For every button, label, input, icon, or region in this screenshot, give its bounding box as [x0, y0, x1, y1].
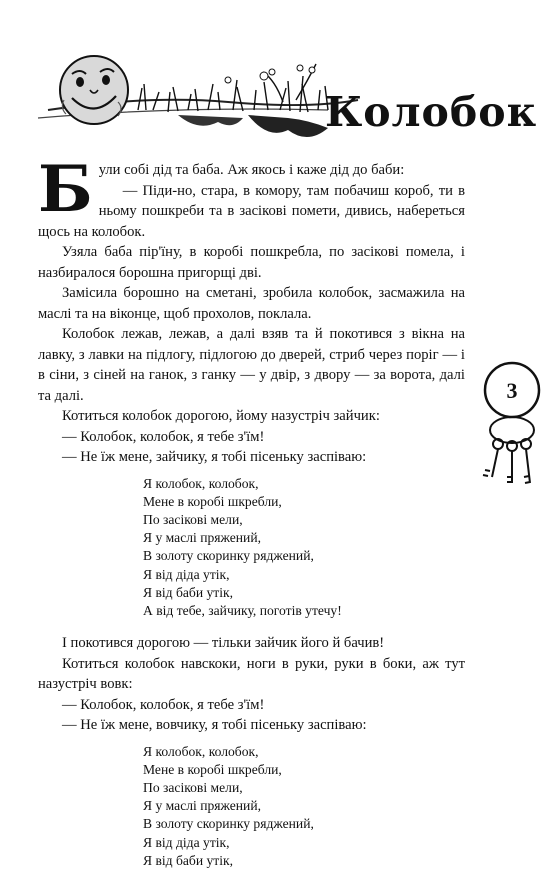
poem-line: А від тебе, зайчику, поготів утечу!	[143, 602, 342, 618]
poem-line: Я у маслі пряжений,	[143, 530, 261, 546]
poem-2	[143, 743, 465, 870]
poem-line: По засікові мели,	[143, 511, 243, 527]
paragraph: Котиться колобок навскоки, ноги в руки, руки в боки, аж тут назустріч вовк:	[38, 655, 465, 693]
paragraph: Котиться колобок дорогою, йому назустріч зайчик:	[62, 408, 380, 424]
page-number-keys	[468, 360, 560, 500]
poem-line: Я від діда утік,	[143, 566, 230, 582]
poem-line: Я у маслі пряжений,	[143, 798, 261, 814]
paragraph: І покотився дорогою — тільки зайчик його й бачив!	[62, 635, 385, 652]
paragraph: — Не їж мене, зайчику, я тобі пісеньку заспіваю:	[62, 449, 367, 465]
keys-icon	[468, 360, 560, 500]
poem-line: Мене в коробі шкребли,	[143, 493, 282, 509]
paragraph: Були собі дід та баба. Аж якось і каже дід до баби:	[38, 152, 405, 227]
poem-line: Я від баби утік,	[143, 584, 234, 600]
story-text	[38, 152, 465, 883]
poem-line: Мене в коробі шкребли,	[143, 761, 282, 777]
poem-line: В золоту скоринку ряджений,	[143, 816, 314, 832]
page-number: 3	[506, 378, 518, 403]
poem-line: Я колобок, колобок,	[143, 743, 259, 759]
poem-line: Я колобок, колобок,	[143, 475, 259, 491]
paragraph: Замісила борошно на сметані, зробила колобок, засмажила на маслі та на віконце, щоб прохолов, поклала.	[38, 285, 465, 322]
dropcap: Б	[38, 152, 93, 227]
poem-line: В золоту скоринку ряджений,	[143, 548, 314, 564]
paragraph: — Піди-но, стара, в комору, там побачиш короб, ти в ньому пошкреби та в засікові помети, дивись, набереться щось на колобок.	[38, 182, 465, 240]
paragraph: Колобок лежав, лежав, а далі взяв та й покотився з вікна на лавку, з лавки на підлогу, підлогою до дверей, стриб через поріг — і в сіни, з сіней на ганок, з ганку — у двір, з двору — за ворота, далі та далі.	[38, 326, 465, 404]
paragraph: — Не їж мене, вовчику, я тобі пісеньку заспіваю:	[62, 717, 367, 734]
poem-1	[143, 475, 465, 621]
poem-line: Я від діда утік,	[143, 834, 230, 850]
paragraph: — Колобок, колобок, я тебе з'їм!	[62, 428, 265, 445]
poem-line: По засікові мели,	[143, 780, 243, 796]
paragraph: Узяла баба пір'їну, в коробі пошкребла, по засікові помела, і назбиралося борошна пригорщі дві.	[38, 244, 465, 281]
poem-line: Я від баби утік,	[143, 852, 234, 868]
page-title: Колобок	[325, 88, 538, 136]
kolobok-face-icon	[60, 56, 128, 124]
paragraph: — Колобок, колобок, я тебе з'їм!	[62, 696, 265, 713]
